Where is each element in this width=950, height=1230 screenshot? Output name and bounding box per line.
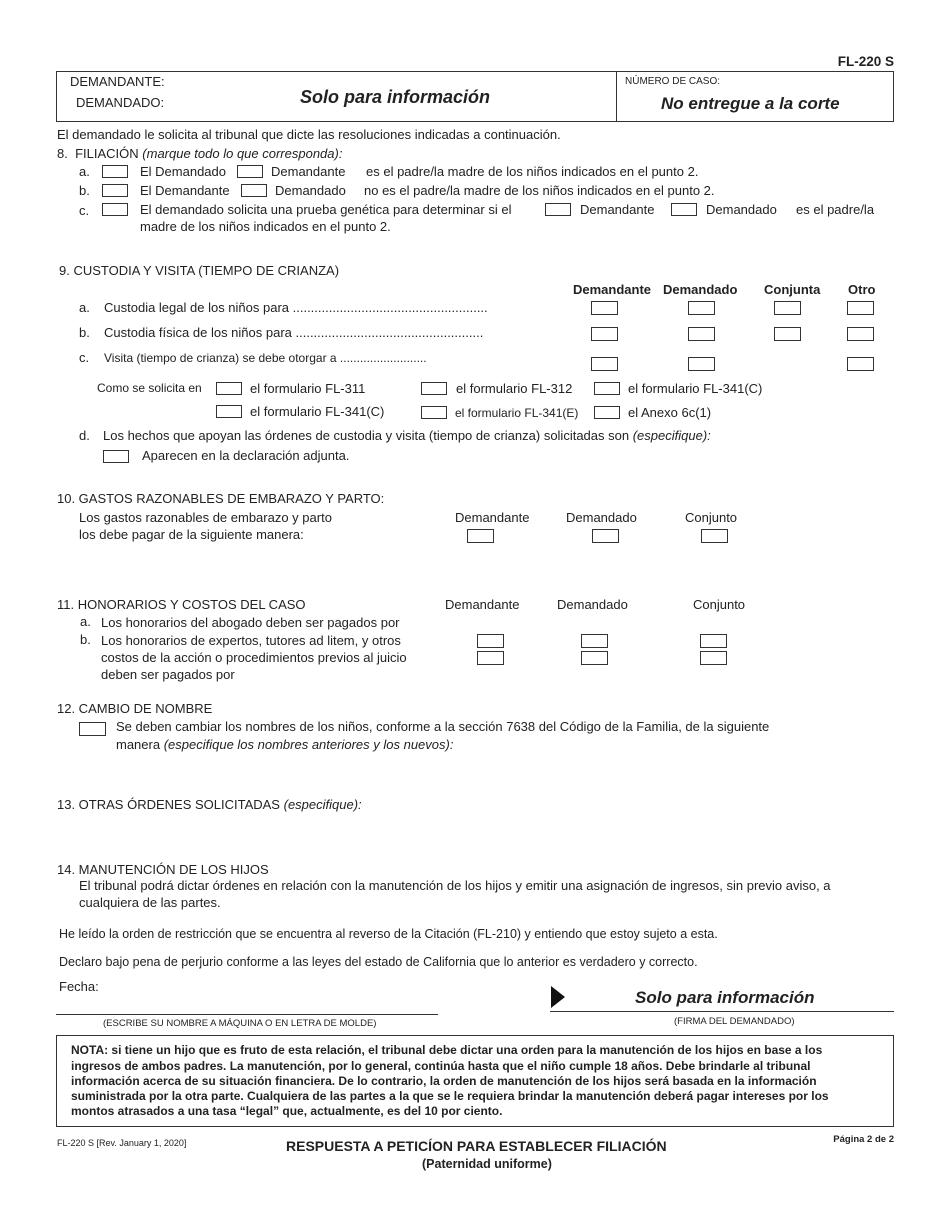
item8c-petitioner-checkbox[interactable]	[545, 203, 571, 216]
form-fl341c-b-checkbox[interactable]	[216, 405, 242, 418]
form-fl341c-a-checkbox[interactable]	[594, 382, 620, 395]
form-revision: FL-220 S [Rev. January 1, 2020]	[57, 1138, 187, 1148]
form-fl311-label: el formulario FL-311	[250, 381, 366, 396]
form-fl341c-a-label: el formulario FL-341(C)	[628, 381, 763, 396]
item14-heading: 14. MANUTENCIÓN DE LOS HIJOS	[57, 862, 269, 877]
item8c-text2: es el padre/la	[796, 202, 875, 217]
item8a-opt2: Demandante	[271, 164, 346, 179]
item8c-respondent-checkbox[interactable]	[671, 203, 697, 216]
petitioner-label: DEMANDANTE:	[70, 74, 165, 89]
requested-as-label: Como se solicita en	[97, 381, 202, 395]
item11b-letter: b.	[80, 632, 91, 647]
item10-respondent-checkbox[interactable]	[592, 529, 619, 543]
item8a-petitioner-checkbox[interactable]	[237, 165, 263, 178]
item10-col-joint: Conjunto	[685, 510, 738, 525]
perjury-statement: Declaro bajo pena de perjurio conforme a las leyes del estado de California que lo anterior es verdadero y correcto.	[59, 955, 698, 969]
name-line	[56, 1014, 438, 1015]
restraining-order-statement: He leído la orden de restricción que se encuentra al reverso de la Citación (FL-210) y entiendo que estoy sujeto a esta.	[59, 927, 718, 941]
form-fl312-label: el formulario FL-312	[456, 381, 573, 396]
arrow-icon	[551, 986, 565, 1008]
item8c-text1: El demandado solicita una prueba genética para determinar si el	[140, 202, 512, 217]
item11-col-respondent: Demandado	[557, 597, 628, 612]
item9a-letter: a.	[79, 300, 90, 315]
item11a-letter: a.	[80, 614, 91, 629]
form-subtitle: (Paternidad uniforme)	[422, 1157, 552, 1171]
item9b-joint-checkbox[interactable]	[774, 327, 801, 341]
form-fl341e-checkbox[interactable]	[421, 406, 447, 419]
item11-col-petitioner: Demandante	[445, 597, 520, 612]
item11b-line1: Los honorarios de expertos, tutores ad litem, y otros	[101, 633, 401, 648]
page-number: Página 2 de 2	[833, 1134, 894, 1145]
info-only-header: Solo para información	[300, 87, 491, 107]
item10-line2: los debe pagar de la siguiente manera:	[79, 527, 304, 542]
item8c-text3: madre de los niños indicados en el punto 2.	[140, 219, 391, 234]
signature-caption: (FIRMA DEL DEMANDADO)	[674, 1016, 795, 1027]
item11b-respondent-checkbox[interactable]	[581, 651, 608, 665]
item8b-respondent-checkbox[interactable]	[241, 184, 267, 197]
item9c-other-checkbox[interactable]	[847, 357, 874, 371]
item8b-checkbox[interactable]	[102, 184, 128, 197]
form-fl341e-label: el formulario FL-341(E)	[455, 406, 579, 420]
item8b-opt1: El Demandante	[140, 183, 230, 198]
col-respondent: Demandado	[663, 282, 738, 297]
item14-line1: El tribunal podrá dictar órdenes en relación con la manutención de los hijos y emitir una asignación de ingresos, sin previo aviso, a	[79, 878, 831, 893]
item11a-joint-checkbox[interactable]	[700, 634, 727, 648]
note-line: montos atrasados a una tasa “legal” que, actualmente, es del 10 por ciento.	[71, 1104, 503, 1118]
item11a-petitioner-checkbox[interactable]	[477, 634, 504, 648]
name-caption: (ESCRIBE SU NOMBRE A MÁQUINA O EN LETRA DE MOLDE)	[103, 1018, 377, 1029]
item8b-text: no es el padre/la madre de los niños indicados en el punto 2.	[364, 183, 715, 198]
item9d-attached-label: Aparecen en la declaración adjunta.	[142, 448, 350, 463]
item9a-respondent-checkbox[interactable]	[688, 301, 715, 315]
form-fl312-checkbox[interactable]	[421, 382, 447, 395]
item10-petitioner-checkbox[interactable]	[467, 529, 494, 543]
item11b-line3: deben ser pagados por	[101, 667, 235, 682]
item9c-letter: c.	[79, 350, 90, 365]
item9-heading: 9. CUSTODIA Y VISITA (TIEMPO DE CRIANZA)	[59, 263, 340, 278]
item8c-opt1: Demandante	[580, 202, 655, 217]
note-line: ingresos de ambos padres. La manutención, por lo general, continúa hasta que el niño cumple 18 años. Debe brindarle al tribunal	[71, 1059, 811, 1073]
item8c-opt2: Demandado	[706, 202, 777, 217]
item9b-text: Custodia física de los niños para ....................................................	[104, 325, 484, 340]
item11-col-joint: Conjunto	[693, 597, 746, 612]
item10-col-respondent: Demandado	[566, 510, 637, 525]
item9b-respondent-checkbox[interactable]	[688, 327, 715, 341]
date-label: Fecha:	[59, 979, 99, 994]
item14-line2: cualquiera de las partes.	[79, 895, 221, 910]
note-line: NOTA: si tiene un hijo que es fruto de esta relación, el tribunal debe dictar una orden para la manutención de los hijos en base a los	[71, 1043, 823, 1057]
item11b-joint-checkbox[interactable]	[700, 651, 727, 665]
item9c-respondent-checkbox[interactable]	[688, 357, 715, 371]
item9c-petitioner-checkbox[interactable]	[591, 357, 618, 371]
item9d-text: Los hechos que apoyan las órdenes de custodia y visita (tiempo de crianza) solicitadas son (especifique):	[103, 428, 711, 443]
item9a-other-checkbox[interactable]	[847, 301, 874, 315]
form-title: RESPUESTA A PETICÍON PARA ESTABLECER FILIACIÓN	[286, 1138, 667, 1154]
note-line: suministrada por la otra parte. Cualquiera de las partes a la que se le requiera brindar la manutención deberá pagar intereses por los	[71, 1089, 829, 1103]
item10-heading: 10. GASTOS RAZONABLES DE EMBARAZO Y PARTO:	[57, 491, 385, 506]
item8a-checkbox[interactable]	[102, 165, 128, 178]
form-fl311-checkbox[interactable]	[216, 382, 242, 395]
item8a-letter: a.	[79, 164, 90, 179]
item10-joint-checkbox[interactable]	[701, 529, 728, 543]
item8b-letter: b.	[79, 183, 90, 198]
item9a-joint-checkbox[interactable]	[774, 301, 801, 315]
item9a-petitioner-checkbox[interactable]	[591, 301, 618, 315]
attachment-6c1-checkbox[interactable]	[594, 406, 620, 419]
item12-line1: Se deben cambiar los nombres de los niños, conforme a la sección 7638 del Código de la Familia, de la siguiente	[116, 719, 770, 734]
col-joint: Conjunta	[764, 282, 821, 297]
item8c-checkbox[interactable]	[102, 203, 128, 216]
col-other: Otro	[848, 282, 876, 297]
form-fl341c-b-label: el formulario FL-341(C)	[250, 404, 385, 419]
signature-info-only: Solo para información	[635, 988, 815, 1007]
item9b-other-checkbox[interactable]	[847, 327, 874, 341]
item10-line1: Los gastos razonables de embarazo y parto	[79, 510, 332, 525]
item11-heading: 11. HONORARIOS Y COSTOS DEL CASO	[57, 597, 306, 612]
form-id: FL-220 S	[837, 54, 894, 69]
item8b-opt2: Demandado	[275, 183, 346, 198]
item8c-letter: c.	[79, 203, 90, 218]
item12-line2: manera (especifique los nombres anteriores y los nuevos):	[116, 737, 454, 752]
item8-heading: 8. FILIACIÓN (marque todo lo que corresponda):	[57, 146, 343, 161]
item11b-petitioner-checkbox[interactable]	[477, 651, 504, 665]
respondent-label: DEMANDADO:	[76, 95, 165, 110]
attachment-6c1-label: el Anexo 6c(1)	[628, 405, 712, 420]
item9b-letter: b.	[79, 325, 90, 340]
signature-line[interactable]	[550, 1011, 894, 1012]
col-petitioner: Demandante	[573, 282, 652, 297]
item13-heading: 13. OTRAS ÓRDENES SOLICITADAS (especifique):	[57, 797, 362, 812]
item8a-opt1: El Demandado	[140, 164, 226, 179]
item11a-text: Los honorarios del abogado deben ser pagados por	[101, 615, 400, 630]
do-not-file: No entregue a la corte	[661, 94, 840, 113]
item9b-petitioner-checkbox[interactable]	[591, 327, 618, 341]
item12-heading: 12. CAMBIO DE NOMBRE	[57, 701, 213, 716]
case-number-label: NÚMERO DE CASO:	[625, 76, 721, 87]
item9a-text: Custodia legal de los niños para ......................................................	[104, 300, 488, 315]
item11a-respondent-checkbox[interactable]	[581, 634, 608, 648]
note-line: información acerca de su situación financiera. De lo contrario, la orden de manutención de los hijos será basada en la información	[71, 1074, 817, 1088]
item8a-text: es el padre/la madre de los niños indicados en el punto 2.	[366, 164, 699, 179]
item9d-letter: d.	[79, 428, 90, 443]
item9d-attached-checkbox[interactable]	[103, 450, 129, 463]
item11b-line2: costos de la acción o procedimientos previos al juicio	[101, 650, 407, 665]
item12-checkbox[interactable]	[79, 722, 106, 736]
item9c-text: Visita (tiempo de crianza) se debe otorgar a ..........................	[104, 351, 427, 365]
item10-col-petitioner: Demandante	[455, 510, 530, 525]
intro-text: El demandado le solicita al tribunal que dicte las resoluciones indicadas a continuación.	[57, 127, 561, 142]
